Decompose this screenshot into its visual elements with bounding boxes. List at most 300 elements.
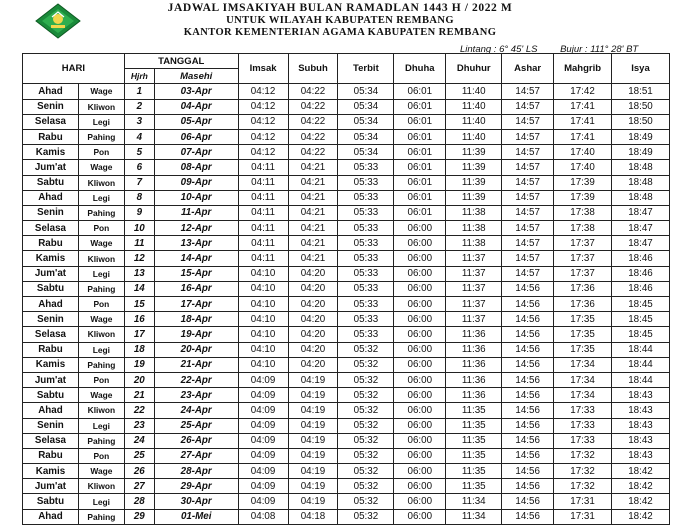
subuh-cell: 04:21 (288, 190, 338, 205)
day-cell: Kamis (23, 464, 79, 479)
masehi-cell: 25-Apr (154, 418, 238, 433)
terbit-cell: 05:34 (338, 84, 394, 99)
maghrib-cell: 17:31 (554, 494, 612, 509)
terbit-cell: 05:32 (338, 464, 394, 479)
masehi-cell: 16-Apr (154, 281, 238, 296)
pasaran-cell: Legi (78, 418, 124, 433)
maghrib-cell: 17:37 (554, 266, 612, 281)
ashar-cell: 14:57 (502, 145, 554, 160)
terbit-cell: 05:33 (338, 327, 394, 342)
dhuha-cell: 06:00 (394, 251, 446, 266)
dhuha-cell: 06:00 (394, 464, 446, 479)
table-row (23, 99, 670, 114)
col-tanggal: TANGGAL (124, 54, 238, 69)
subuh-cell: 04:21 (288, 160, 338, 175)
dhuhur-cell: 11:37 (446, 266, 502, 281)
dhuha-cell: 06:00 (394, 494, 446, 509)
hijri-cell: 18 (124, 342, 154, 357)
hijri-cell: 14 (124, 281, 154, 296)
imsak-cell: 04:11 (238, 251, 288, 266)
isya-cell: 18:42 (612, 464, 670, 479)
subuh-cell: 04:19 (288, 403, 338, 418)
maghrib-cell: 17:33 (554, 418, 612, 433)
terbit-cell: 05:33 (338, 266, 394, 281)
col-subuh: Subuh (288, 54, 338, 84)
day-cell: Senin (23, 205, 79, 220)
ashar-cell: 14:56 (502, 327, 554, 342)
imsak-cell: 04:12 (238, 129, 288, 144)
dhuha-cell: 06:00 (394, 372, 446, 387)
dhuha-cell: 06:00 (394, 221, 446, 236)
subuh-cell: 04:21 (288, 236, 338, 251)
masehi-cell: 20-Apr (154, 342, 238, 357)
ashar-cell: 14:57 (502, 160, 554, 175)
imsak-cell: 04:10 (238, 327, 288, 342)
dhuhur-cell: 11:37 (446, 281, 502, 296)
terbit-cell: 05:33 (338, 175, 394, 190)
pasaran-cell: Wage (78, 160, 124, 175)
maghrib-cell: 17:32 (554, 479, 612, 494)
ashar-cell: 14:57 (502, 175, 554, 190)
imsak-cell: 04:11 (238, 236, 288, 251)
masehi-cell: 30-Apr (154, 494, 238, 509)
day-cell: Rabu (23, 129, 79, 144)
day-cell: Jum'at (23, 479, 79, 494)
table-row (23, 175, 670, 190)
masehi-cell: 08-Apr (154, 160, 238, 175)
dhuhur-cell: 11:39 (446, 160, 502, 175)
subuh-cell: 04:22 (288, 129, 338, 144)
col-ashar: Ashar (502, 54, 554, 84)
dhuha-cell: 06:01 (394, 84, 446, 99)
day-cell: Ahad (23, 403, 79, 418)
table-row (23, 327, 670, 342)
day-cell: Senin (23, 312, 79, 327)
ashar-cell: 14:56 (502, 509, 554, 524)
terbit-cell: 05:32 (338, 342, 394, 357)
dhuhur-cell: 11:40 (446, 129, 502, 144)
subuh-cell: 04:22 (288, 84, 338, 99)
subuh-cell: 04:19 (288, 448, 338, 463)
dhuhur-cell: 11:38 (446, 236, 502, 251)
maghrib-cell: 17:33 (554, 433, 612, 448)
masehi-cell: 18-Apr (154, 312, 238, 327)
day-cell: Sabtu (23, 494, 79, 509)
dhuhur-cell: 11:39 (446, 175, 502, 190)
hijri-cell: 29 (124, 509, 154, 524)
terbit-cell: 05:33 (338, 281, 394, 296)
table-row (23, 251, 670, 266)
subuh-cell: 04:20 (288, 297, 338, 312)
day-cell: Rabu (23, 342, 79, 357)
subuh-cell: 04:19 (288, 372, 338, 387)
isya-cell: 18:45 (612, 327, 670, 342)
imsakiyah-table (22, 53, 670, 525)
terbit-cell: 05:33 (338, 236, 394, 251)
dhuha-cell: 06:00 (394, 236, 446, 251)
dhuhur-cell: 11:35 (446, 464, 502, 479)
masehi-cell: 21-Apr (154, 357, 238, 372)
terbit-cell: 05:32 (338, 418, 394, 433)
imsak-cell: 04:11 (238, 190, 288, 205)
pasaran-cell: Pon (78, 145, 124, 160)
day-cell: Sabtu (23, 175, 79, 190)
ashar-cell: 14:56 (502, 372, 554, 387)
maghrib-cell: 17:38 (554, 205, 612, 220)
ashar-cell: 14:56 (502, 494, 554, 509)
dhuha-cell: 06:01 (394, 160, 446, 175)
pasaran-cell: Pahing (78, 281, 124, 296)
hijri-cell: 7 (124, 175, 154, 190)
imsak-cell: 04:09 (238, 494, 288, 509)
day-cell: Selasa (23, 114, 79, 129)
terbit-cell: 05:33 (338, 160, 394, 175)
dhuhur-cell: 11:36 (446, 357, 502, 372)
pasaran-cell: Pahing (78, 433, 124, 448)
masehi-cell: 09-Apr (154, 175, 238, 190)
day-cell: Jum'at (23, 160, 79, 175)
table-row (23, 312, 670, 327)
masehi-cell: 19-Apr (154, 327, 238, 342)
hijri-cell: 6 (124, 160, 154, 175)
dhuhur-cell: 11:40 (446, 114, 502, 129)
hijri-cell: 9 (124, 205, 154, 220)
dhuha-cell: 06:00 (394, 433, 446, 448)
maghrib-cell: 17:37 (554, 251, 612, 266)
pasaran-cell: Legi (78, 342, 124, 357)
ashar-cell: 14:56 (502, 281, 554, 296)
masehi-cell: 01-Mei (154, 509, 238, 524)
isya-cell: 18:45 (612, 312, 670, 327)
dhuhur-cell: 11:37 (446, 251, 502, 266)
table-row (23, 464, 670, 479)
masehi-cell: 10-Apr (154, 190, 238, 205)
isya-cell: 18:46 (612, 251, 670, 266)
hijri-cell: 22 (124, 403, 154, 418)
masehi-cell: 03-Apr (154, 84, 238, 99)
pasaran-cell: Kliwon (78, 479, 124, 494)
imsak-cell: 04:10 (238, 281, 288, 296)
isya-cell: 18:48 (612, 160, 670, 175)
subuh-cell: 04:19 (288, 418, 338, 433)
masehi-cell: 27-Apr (154, 448, 238, 463)
pasaran-cell: Wage (78, 464, 124, 479)
pasaran-cell: Kliwon (78, 99, 124, 114)
dhuhur-cell: 11:35 (446, 448, 502, 463)
ashar-cell: 14:56 (502, 297, 554, 312)
table-row (23, 418, 670, 433)
subuh-cell: 04:19 (288, 479, 338, 494)
maghrib-cell: 17:34 (554, 357, 612, 372)
day-cell: Selasa (23, 221, 79, 236)
ashar-cell: 14:57 (502, 84, 554, 99)
table-row (23, 221, 670, 236)
hijri-cell: 11 (124, 236, 154, 251)
terbit-cell: 05:33 (338, 190, 394, 205)
isya-cell: 18:43 (612, 403, 670, 418)
ashar-cell: 14:56 (502, 342, 554, 357)
terbit-cell: 05:33 (338, 312, 394, 327)
dhuhur-cell: 11:37 (446, 297, 502, 312)
dhuha-cell: 06:01 (394, 175, 446, 190)
subuh-cell: 04:22 (288, 114, 338, 129)
masehi-cell: 11-Apr (154, 205, 238, 220)
maghrib-cell: 17:32 (554, 448, 612, 463)
col-masehi: Masehi (154, 69, 238, 84)
title-line-1: JADWAL IMSAKIYAH BULAN RAMADLAN 1443 H / 2022 M (167, 2, 513, 14)
pasaran-cell: Kliwon (78, 251, 124, 266)
col-terbit: Terbit (338, 54, 394, 84)
ashar-cell: 14:57 (502, 99, 554, 114)
day-cell: Ahad (23, 190, 79, 205)
table-row (23, 236, 670, 251)
ashar-cell: 14:56 (502, 479, 554, 494)
subuh-cell: 04:21 (288, 221, 338, 236)
hijri-cell: 16 (124, 312, 154, 327)
day-cell: Senin (23, 99, 79, 114)
terbit-cell: 05:33 (338, 297, 394, 312)
day-cell: Selasa (23, 327, 79, 342)
maghrib-cell: 17:35 (554, 327, 612, 342)
maghrib-cell: 17:38 (554, 221, 612, 236)
ashar-cell: 14:56 (502, 464, 554, 479)
col-isya: Isya (612, 54, 670, 84)
dhuhur-cell: 11:35 (446, 479, 502, 494)
masehi-cell: 29-Apr (154, 479, 238, 494)
imsak-cell: 04:12 (238, 84, 288, 99)
hijri-cell: 26 (124, 464, 154, 479)
subuh-cell: 04:19 (288, 433, 338, 448)
dhuha-cell: 06:01 (394, 99, 446, 114)
pasaran-cell: Legi (78, 266, 124, 281)
day-cell: Jum'at (23, 266, 79, 281)
table-row (23, 266, 670, 281)
isya-cell: 18:47 (612, 236, 670, 251)
pasaran-cell: Legi (78, 190, 124, 205)
dhuhur-cell: 11:35 (446, 403, 502, 418)
maghrib-cell: 17:32 (554, 464, 612, 479)
ashar-cell: 14:56 (502, 448, 554, 463)
subuh-cell: 04:20 (288, 327, 338, 342)
col-dhuhur: Dhuhur (446, 54, 502, 84)
pasaran-cell: Wage (78, 388, 124, 403)
masehi-cell: 28-Apr (154, 464, 238, 479)
imsak-cell: 04:12 (238, 99, 288, 114)
dhuha-cell: 06:00 (394, 509, 446, 524)
imsak-cell: 04:10 (238, 357, 288, 372)
terbit-cell: 05:32 (338, 357, 394, 372)
hijri-cell: 19 (124, 357, 154, 372)
masehi-cell: 04-Apr (154, 99, 238, 114)
hijri-cell: 24 (124, 433, 154, 448)
maghrib-cell: 17:39 (554, 190, 612, 205)
hijri-cell: 8 (124, 190, 154, 205)
table-row (23, 114, 670, 129)
imsak-cell: 04:11 (238, 160, 288, 175)
dhuhur-cell: 11:39 (446, 145, 502, 160)
table-row (23, 433, 670, 448)
subuh-cell: 04:18 (288, 509, 338, 524)
imsak-cell: 04:10 (238, 312, 288, 327)
imsak-cell: 04:08 (238, 509, 288, 524)
dhuhur-cell: 11:34 (446, 509, 502, 524)
table-row (23, 190, 670, 205)
hijri-cell: 10 (124, 221, 154, 236)
terbit-cell: 05:34 (338, 145, 394, 160)
pasaran-cell: Wage (78, 84, 124, 99)
imsak-cell: 04:11 (238, 205, 288, 220)
hijri-cell: 15 (124, 297, 154, 312)
table-row (23, 448, 670, 463)
isya-cell: 18:43 (612, 433, 670, 448)
dhuhur-cell: 11:34 (446, 494, 502, 509)
dhuha-cell: 06:00 (394, 266, 446, 281)
maghrib-cell: 17:37 (554, 236, 612, 251)
dhuha-cell: 06:01 (394, 114, 446, 129)
hijri-cell: 25 (124, 448, 154, 463)
maghrib-cell: 17:31 (554, 509, 612, 524)
maghrib-cell: 17:34 (554, 388, 612, 403)
isya-cell: 18:51 (612, 84, 670, 99)
subuh-cell: 04:21 (288, 251, 338, 266)
terbit-cell: 05:32 (338, 433, 394, 448)
isya-cell: 18:50 (612, 114, 670, 129)
maghrib-cell: 17:40 (554, 145, 612, 160)
isya-cell: 18:48 (612, 175, 670, 190)
dhuha-cell: 06:00 (394, 327, 446, 342)
imsak-cell: 04:11 (238, 221, 288, 236)
maghrib-cell: 17:36 (554, 281, 612, 296)
day-cell: Ahad (23, 509, 79, 524)
masehi-cell: 05-Apr (154, 114, 238, 129)
hijri-cell: 27 (124, 479, 154, 494)
isya-cell: 18:43 (612, 418, 670, 433)
terbit-cell: 05:32 (338, 494, 394, 509)
hijri-cell: 28 (124, 494, 154, 509)
pasaran-cell: Legi (78, 494, 124, 509)
ashar-cell: 14:57 (502, 221, 554, 236)
table-row (23, 129, 670, 144)
day-cell: Ahad (23, 297, 79, 312)
ashar-cell: 14:56 (502, 388, 554, 403)
pasaran-cell: Pon (78, 372, 124, 387)
dhuha-cell: 06:01 (394, 129, 446, 144)
isya-cell: 18:43 (612, 388, 670, 403)
maghrib-cell: 17:41 (554, 99, 612, 114)
hijri-cell: 1 (124, 84, 154, 99)
ashar-cell: 14:56 (502, 312, 554, 327)
isya-cell: 18:45 (612, 297, 670, 312)
dhuhur-cell: 11:39 (446, 190, 502, 205)
masehi-cell: 14-Apr (154, 251, 238, 266)
maghrib-cell: 17:36 (554, 297, 612, 312)
day-cell: Ahad (23, 84, 79, 99)
isya-cell: 18:47 (612, 221, 670, 236)
isya-cell: 18:50 (612, 99, 670, 114)
dhuha-cell: 06:00 (394, 418, 446, 433)
masehi-cell: 06-Apr (154, 129, 238, 144)
dhuha-cell: 06:00 (394, 281, 446, 296)
dhuha-cell: 06:00 (394, 297, 446, 312)
ashar-cell: 14:56 (502, 403, 554, 418)
masehi-cell: 22-Apr (154, 372, 238, 387)
pasaran-cell: Pon (78, 221, 124, 236)
pasaran-cell: Pahing (78, 357, 124, 372)
ashar-cell: 14:57 (502, 129, 554, 144)
masehi-cell: 17-Apr (154, 297, 238, 312)
hijri-cell: 3 (124, 114, 154, 129)
imsak-cell: 04:10 (238, 342, 288, 357)
ashar-cell: 14:57 (502, 251, 554, 266)
table-row (23, 84, 670, 99)
ashar-cell: 14:57 (502, 205, 554, 220)
day-cell: Jum'at (23, 372, 79, 387)
ashar-cell: 14:56 (502, 433, 554, 448)
terbit-cell: 05:32 (338, 372, 394, 387)
maghrib-cell: 17:34 (554, 372, 612, 387)
masehi-cell: 15-Apr (154, 266, 238, 281)
maghrib-cell: 17:41 (554, 129, 612, 144)
table-body (23, 84, 670, 524)
imsak-cell: 04:09 (238, 464, 288, 479)
dhuha-cell: 06:00 (394, 342, 446, 357)
hijri-cell: 2 (124, 99, 154, 114)
pasaran-cell: Legi (78, 114, 124, 129)
hijri-cell: 12 (124, 251, 154, 266)
col-maghrib: Mahgrib (554, 54, 612, 84)
day-cell: Rabu (23, 236, 79, 251)
maghrib-cell: 17:35 (554, 312, 612, 327)
ashar-cell: 14:57 (502, 190, 554, 205)
dhuhur-cell: 11:38 (446, 205, 502, 220)
terbit-cell: 05:33 (338, 251, 394, 266)
masehi-cell: 07-Apr (154, 145, 238, 160)
subuh-cell: 04:22 (288, 145, 338, 160)
isya-cell: 18:46 (612, 281, 670, 296)
pasaran-cell: Wage (78, 236, 124, 251)
day-cell: Rabu (23, 448, 79, 463)
pasaran-cell: Pon (78, 448, 124, 463)
table-row (23, 388, 670, 403)
imsak-cell: 04:09 (238, 388, 288, 403)
masehi-cell: 24-Apr (154, 403, 238, 418)
terbit-cell: 05:34 (338, 99, 394, 114)
dhuha-cell: 06:00 (394, 403, 446, 418)
dhuhur-cell: 11:36 (446, 388, 502, 403)
col-dhuha: Dhuha (394, 54, 446, 84)
dhuha-cell: 06:00 (394, 448, 446, 463)
dhuha-cell: 06:00 (394, 357, 446, 372)
subuh-cell: 04:20 (288, 357, 338, 372)
title-line-3: KANTOR KEMENTERIAN AGAMA KABUPATEN REMBANG (183, 27, 497, 38)
day-cell: Kamis (23, 145, 79, 160)
imsak-cell: 04:10 (238, 297, 288, 312)
table-row (23, 403, 670, 418)
ashar-cell: 14:57 (502, 114, 554, 129)
maghrib-cell: 17:41 (554, 114, 612, 129)
hijri-cell: 20 (124, 372, 154, 387)
day-cell: Sabtu (23, 281, 79, 296)
imsak-cell: 04:12 (238, 114, 288, 129)
latitude-label: Lintang : 6° 45' LS (460, 44, 538, 55)
dhuha-cell: 06:00 (394, 312, 446, 327)
terbit-cell: 05:32 (338, 388, 394, 403)
table-row (23, 494, 670, 509)
isya-cell: 18:43 (612, 448, 670, 463)
terbit-cell: 05:34 (338, 114, 394, 129)
imsak-cell: 04:09 (238, 418, 288, 433)
isya-cell: 18:49 (612, 129, 670, 144)
